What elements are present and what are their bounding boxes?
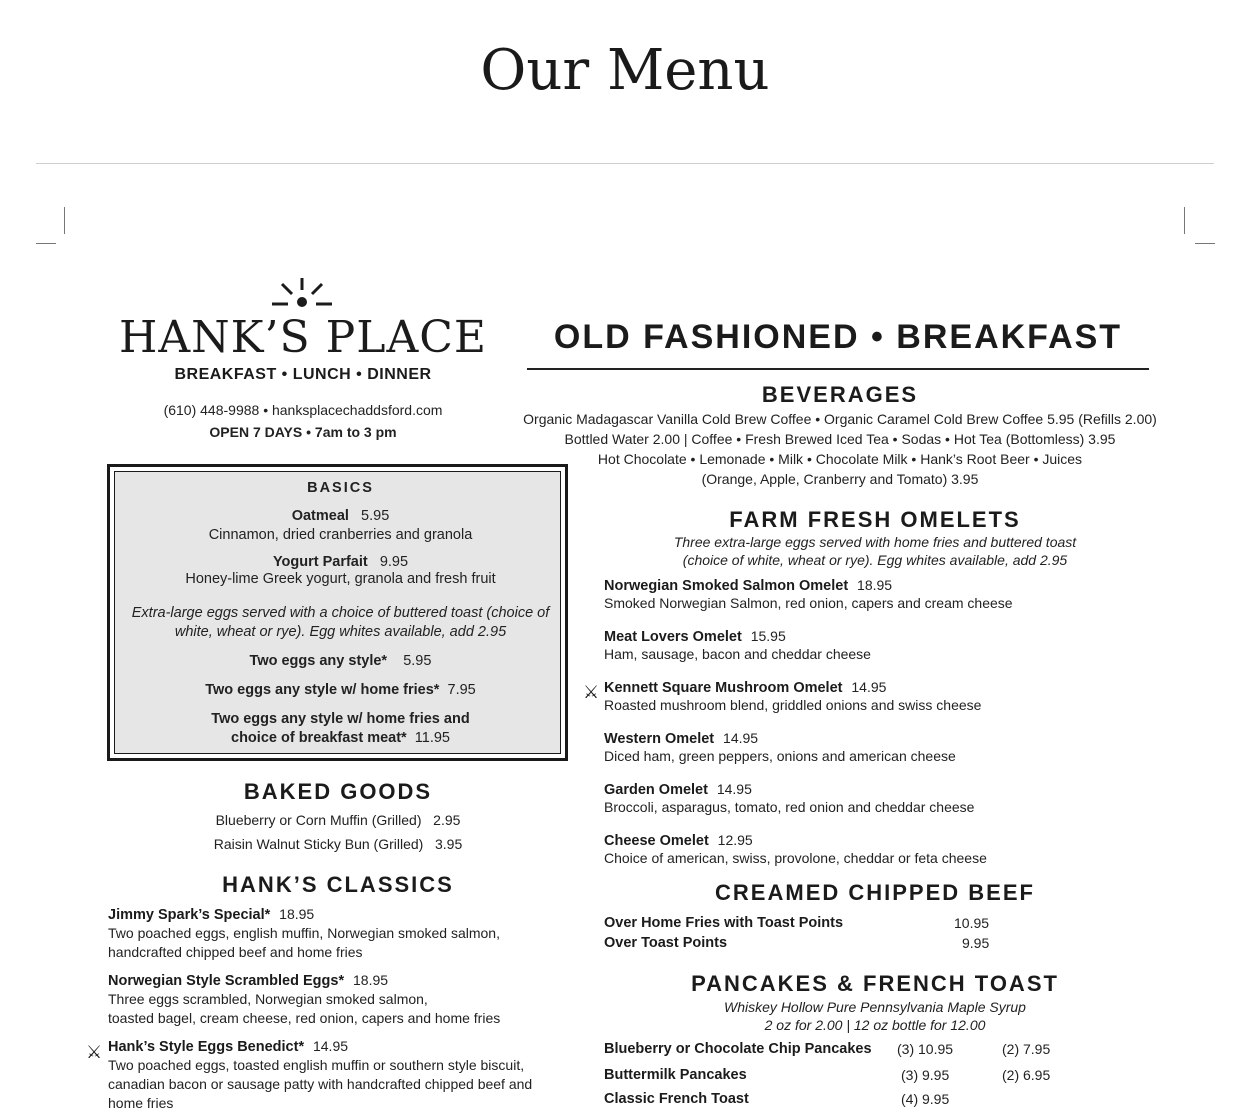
eggs-1-price: 5.95: [403, 653, 432, 669]
omelet-name: Kennett Square Mushroom Omelet: [604, 680, 843, 696]
omelet-desc: Smoked Norwegian Salmon, red onion, capers and cream cheese: [604, 595, 1013, 611]
eggs-item-1: [115, 653, 566, 669]
yogurt-desc: Honey-lime Greek yogurt, granola and fresh fruit: [185, 571, 496, 587]
omelet-desc: Ham, sausage, bacon and cheddar cheese: [604, 646, 871, 662]
baked-item-name: Raisin Walnut Sticky Bun (Grilled): [213, 836, 424, 852]
baked-item: [108, 836, 568, 852]
crop-mark-left-horizontal: [36, 243, 56, 244]
beverages-line: Hot Chocolate • Lemonade • Milk • Chocolate Milk • Hank’s Root Beer • Juices: [597, 451, 1083, 467]
eggs-3-price: 11.95: [414, 730, 450, 746]
pancake-price-2: (2) 7.95: [1002, 1041, 1051, 1057]
title-divider: [36, 163, 1214, 164]
pancake-price-2: (2) 6.95: [1002, 1067, 1051, 1083]
opening-hours: OPEN 7 DAYS • 7am to 3 pm: [209, 424, 397, 440]
omelet-desc: Broccoli, asparagus, tomato, red onion and cheddar cheese: [604, 799, 975, 815]
omelet-price: 15.95: [750, 628, 786, 644]
classics-item-desc: canadian bacon or sausage patty with handcrafted chipped beef and: [108, 1076, 533, 1092]
omelet-item: [604, 628, 1164, 662]
omelet-item: [604, 730, 1164, 764]
eggs-2-price: 7.95: [447, 682, 476, 698]
pancake-item-name: Classic French Toast: [604, 1091, 749, 1107]
classics-item-desc: handcrafted chipped beef and home fries: [108, 944, 363, 960]
contact-info: (610) 448-9988 • hanksplacechaddsford.com: [163, 402, 443, 418]
pancake-item-name: Blueberry or Chocolate Chip Pancakes: [604, 1041, 872, 1057]
oatmeal-name: Oatmeal: [291, 508, 349, 524]
eggs-1-name: Two eggs any style*: [249, 653, 388, 669]
baked-item-price: 3.95: [434, 836, 463, 852]
omelet-price: 14.95: [716, 781, 752, 797]
oatmeal-desc: Cinnamon, dried cranberries and granola: [208, 527, 473, 543]
omelet-price: 14.95: [851, 679, 887, 695]
oatmeal-item: [115, 508, 566, 524]
classics-item-desc: Three eggs scrambled, Norwegian smoked salmon,: [108, 991, 428, 1007]
omelet-price: 14.95: [723, 730, 759, 746]
eggs-item-3-line2: [115, 730, 566, 746]
classics-item-name: Norwegian Style Scrambled Eggs*: [108, 973, 345, 989]
chipped-beef-heading: CREAMED CHIPPED BEEF: [715, 880, 1035, 905]
classics-item-price: 14.95: [312, 1038, 349, 1054]
baked-item: [108, 812, 568, 828]
eggs-note-line1: Extra-large eggs served with a choice of buttered toast (choice of: [131, 605, 550, 621]
crop-mark-right-vertical: [1184, 207, 1185, 234]
fork-knife-icon: ⚔: [583, 682, 600, 702]
classics-item-desc: toasted bagel, cream cheese, red onion, capers and home fries: [108, 1010, 501, 1026]
fork-knife-icon: ⚔: [86, 1042, 103, 1062]
omelet-desc: Roasted mushroom blend, griddled onions and swiss cheese: [604, 697, 982, 713]
page-title: Our Menu: [480, 38, 770, 103]
restaurant-name: HANK’S PLACE: [118, 312, 488, 363]
classics-item: [108, 906, 568, 962]
chipped-beef-item-name: Over Toast Points: [604, 935, 728, 951]
classics-item: [108, 972, 568, 1028]
omelet-item: [604, 577, 1164, 611]
omelet-name: Meat Lovers Omelet: [604, 629, 742, 645]
yogurt-item: [115, 554, 566, 570]
beverages-line: Bottled Water 2.00 | Coffee • Fresh Brewed Iced Tea • Sodas • Hot Tea (Bottomless) 3.95: [564, 431, 1116, 447]
omelets-heading: FARM FRESH OMELETS: [729, 507, 1021, 532]
classics-item-price: 18.95: [279, 906, 315, 922]
pancake-item-name: Buttermilk Pancakes: [604, 1067, 747, 1083]
baked-item-name: Blueberry or Corn Muffin (Grilled): [215, 812, 422, 828]
chipped-beef-item-price: 9.95: [962, 935, 990, 951]
restaurant-tagline: BREAKFAST • LUNCH • DINNER: [174, 366, 432, 383]
omelet-item: [604, 679, 1164, 713]
chipped-beef-item-name: Over Home Fries with Toast Points: [604, 915, 844, 931]
chipped-beef-item-price: 10.95: [954, 915, 990, 931]
classics-item-desc: Two poached eggs, english muffin, Norwegian smoked salmon,: [108, 925, 500, 941]
beverages-heading: BEVERAGES: [761, 382, 919, 407]
pancakes-note-line2: 2 oz for 2.00 | 12 oz bottle for 12.00: [764, 1017, 986, 1033]
pancake-price-3: (4) 9.95: [901, 1091, 950, 1107]
omelet-name: Norwegian Smoked Salmon Omelet: [604, 578, 849, 594]
classics-item-desc: home fries: [108, 1095, 174, 1111]
sun-logo-icon: [262, 276, 342, 312]
omelet-desc: Choice of american, swiss, provolone, cheddar or feta cheese: [604, 850, 987, 866]
omelet-price: 12.95: [717, 832, 753, 848]
hanks-classics-heading: HANK’S CLASSICS: [222, 872, 454, 897]
omelet-price: 18.95: [857, 577, 893, 593]
omelet-desc: Diced ham, green peppers, onions and american cheese: [604, 748, 956, 764]
eggs-note-line2: white, wheat or rye). Egg whites available, add 2.95: [174, 624, 507, 640]
basics-panel: [114, 471, 561, 754]
pancakes-note-line1: Whiskey Hollow Pure Pennsylvania Maple Syrup: [724, 999, 1026, 1015]
omelet-item: [604, 832, 1164, 866]
omelet-name: Garden Omelet: [604, 782, 708, 798]
classics-item: [108, 1038, 568, 1113]
eggs-3-name: choice of breakfast meat*: [231, 730, 407, 746]
omelets-note-line1: Three extra-large eggs served with home fries and buttered toast: [673, 534, 1077, 550]
classics-item-price: 18.95: [353, 972, 389, 988]
pancake-price-3: (3) 9.95: [901, 1067, 950, 1083]
omelets-note-line2: (choice of white, wheat or rye). Egg whites available, add 2.95: [682, 552, 1068, 568]
pancake-price-3: (3) 10.95: [897, 1041, 954, 1057]
yogurt-name: Yogurt Parfait: [272, 554, 368, 570]
beverages-line: (Orange, Apple, Cranberry and Tomato) 3.95: [701, 471, 979, 487]
omelet-name: Western Omelet: [604, 731, 715, 747]
omelet-item: [604, 781, 1164, 815]
crop-mark-left-vertical: [64, 207, 65, 234]
eggs-item-2: [115, 682, 566, 698]
basics-section: [107, 464, 568, 761]
classics-item-name: Hank’s Style Eggs Benedict*: [108, 1039, 305, 1055]
baked-goods-heading: BAKED GOODS: [243, 779, 433, 804]
eggs-2-name: Two eggs any style w/ home fries*: [205, 682, 440, 698]
oatmeal-price: 5.95: [361, 508, 390, 524]
basics-heading: BASICS: [307, 480, 374, 496]
headline-underline: [527, 368, 1149, 370]
eggs-item-3-line1: Two eggs any style w/ home fries and: [211, 711, 470, 727]
crop-mark-right-horizontal: [1195, 243, 1215, 244]
pancakes-heading: PANCAKES & FRENCH TOAST: [691, 971, 1059, 996]
breakfast-headline: OLD FASHIONED • BREAKFAST: [553, 318, 1123, 356]
beverages-line: Organic Madagascar Vanilla Cold Brew Coffee • Organic Caramel Cold Brew Coffee 5.95 (Refills 2.00): [523, 411, 1157, 427]
classics-item-name: Jimmy Spark’s Special*: [108, 907, 271, 923]
omelet-name: Cheese Omelet: [604, 833, 709, 849]
classics-item-desc: Two poached eggs, toasted english muffin or southern style biscuit,: [108, 1057, 525, 1073]
yogurt-price: 9.95: [379, 554, 409, 570]
baked-item-price: 2.95: [433, 812, 461, 828]
